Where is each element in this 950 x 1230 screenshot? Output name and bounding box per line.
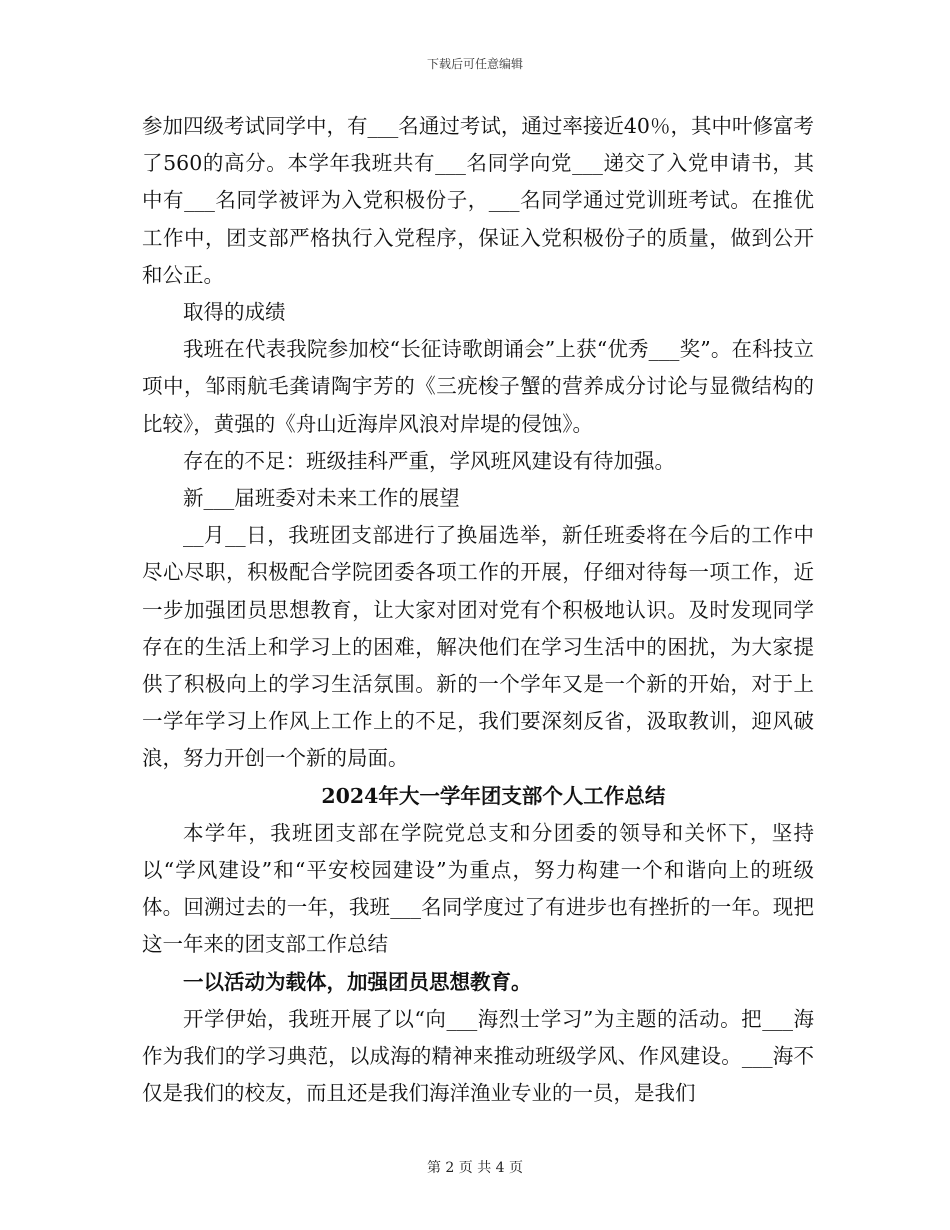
paragraph-intro: 本学年，我班团支部在学院党总支和分团委的领导和关怀下，坚持以“学风建设”和“平安校园建设”为重点，努力构建一个和谐向上的班级体。回溯过去的一年，我班___名同学度过了有进步也有挫折的一年。现把这一年来的团支部工作总结 (142, 820, 814, 957)
section-heading-activities: 一以活动为载体，加强团员思想教育。 (183, 969, 532, 994)
paragraph-shortcomings: 存在的不足：班级挂科严重，学风班风建设有待加强。 (183, 448, 675, 473)
page-footer: 第 2 页 共 4 页 (426, 1160, 524, 1176)
document-body (142, 108, 814, 1112)
paragraph-outlook: __月__日，我班团支部进行了换届选举，新任班委将在今后的工作中尽心尽职，积极配合学院团委各项工作的开展，仔细对待每一项工作，近一步加强团员思想教育，让大家对团对党有个积极地认识。及时发现同学存在的生活上和学习上的困难，解决他们在学习生活中的困扰，为大家提供了积极向上的学习生活氛围。新的一个学年又是一个新的开始，对于上一学年学习上作风上工作上的不足，我们要深刻反省，汲取教训，迎风破浪，努力开创一个新的局面。 (142, 523, 814, 771)
paragraph-achievements: 我班在代表我院参加校“长征诗歌朗诵会”上获“优秀___奖”。在科技立项中，邹雨航毛龚请陶宇芳的《三疣梭子蟹的营养成分讨论与显微结构的比较》，黄强的《舟山近海岸风浪对岸堤的侵蚀》。 (142, 337, 814, 436)
document-title: 2024年大一学年团支部个人工作总结 (321, 783, 666, 808)
section-heading-achievements: 取得的成绩 (183, 300, 286, 325)
paragraph-exam-results: 参加四级考试同学中，有___名通过考试，通过率接近40％，其中叶修富考了560的高分。本学年我班共有___名同学向党___递交了入党申请书，其中有___名同学被评为入党积极份子，___名同学通过党训班考试。在推优工作中，团支部严格执行入党程序，保证入党积极份子的质量，做到公开和公正。 (142, 114, 814, 287)
page-header: 下载后可任意编辑 (426, 57, 523, 71)
section-heading-outlook: 新___届班委对未来工作的展望 (183, 486, 460, 511)
paragraph-activities: 开学伊始，我班开展了以“向___海烈士学习”为主题的活动。把___海作为我们的学习典范，以成海的精神来推动班级学风、作风建设。___海不仅是我们的校友，而且还是我们海洋渔业专业的一员，是我们 (142, 1006, 814, 1106)
